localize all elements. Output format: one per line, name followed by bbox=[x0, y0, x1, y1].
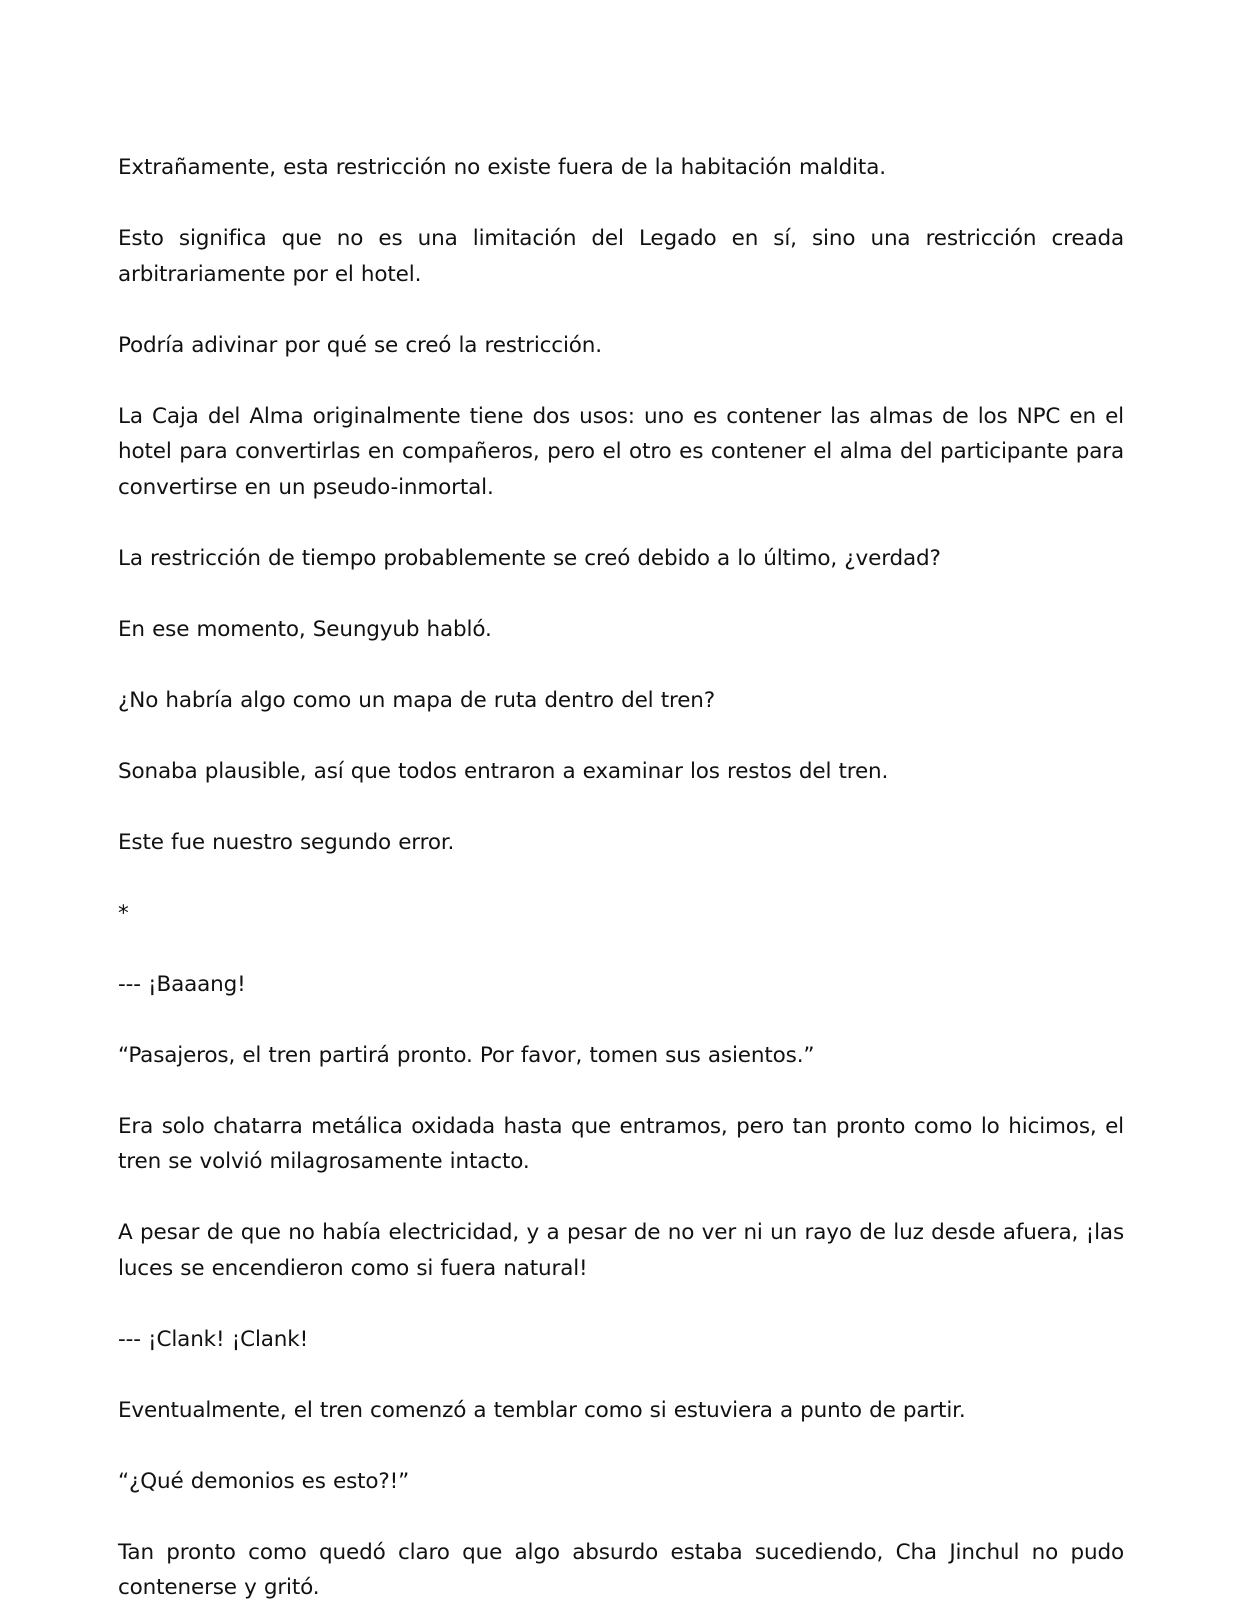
paragraph-14: A pesar de que no había electricidad, y a pesar de no ver ni un rayo de luz desde afuera, ¡las luces se encendieron como si fuera natural! bbox=[118, 1220, 1124, 1281]
paragraph-11: --- ¡Baaang! bbox=[118, 971, 246, 997]
paragraph-4: La Caja del Alma originalmente tiene dos usos: uno es contener las almas de los NPC en el hotel para convertirlas en compañeros, pero el otro es contener el alma del participante para convertirse en un pseudo-inmortal. bbox=[118, 403, 1124, 500]
paragraph-16: Eventualmente, el tren comenzó a temblar como si estuviera a punto de partir. bbox=[118, 1397, 966, 1423]
paragraph-12: “Pasajeros, el tren partirá pronto. Por favor, tomen sus asientos.” bbox=[118, 1042, 815, 1068]
paragraph-15: --- ¡Clank! ¡Clank! bbox=[118, 1326, 309, 1352]
scene-break: * bbox=[118, 900, 129, 926]
document-body bbox=[118, 150, 1124, 1606]
paragraph-2: Esto significa que no es una limitación del Legado en sí, sino una restricción creada arbitrariamente por el hotel. bbox=[118, 226, 1124, 287]
paragraph-1: Extrañamente, esta restricción no existe fuera de la habitación maldita. bbox=[118, 155, 886, 180]
paragraph-7: ¿No habría algo como un mapa de ruta dentro del tren? bbox=[118, 687, 716, 713]
paragraph-17: “¿Qué demonios es esto?!” bbox=[118, 1468, 410, 1494]
paragraph-8: Sonaba plausible, así que todos entraron a examinar los restos del tren. bbox=[118, 758, 889, 784]
paragraph-13: Era solo chatarra metálica oxidada hasta que entramos, pero tan pronto como lo hicimos, el tren se volvió milagrosamente intacto. bbox=[118, 1113, 1124, 1174]
paragraph-5: La restricción de tiempo probablemente se creó debido a lo último, ¿verdad? bbox=[118, 545, 941, 571]
paragraph-18: Tan pronto como quedó claro que algo absurdo estaba sucediendo, Cha Jinchul no pudo contenerse y gritó. bbox=[118, 1539, 1124, 1600]
paragraph-3: Podría adivinar por qué se creó la restricción. bbox=[118, 332, 602, 358]
paragraph-9: Este fue nuestro segundo error. bbox=[118, 829, 455, 855]
paragraph-6: En ese momento, Seungyub habló. bbox=[118, 616, 492, 642]
